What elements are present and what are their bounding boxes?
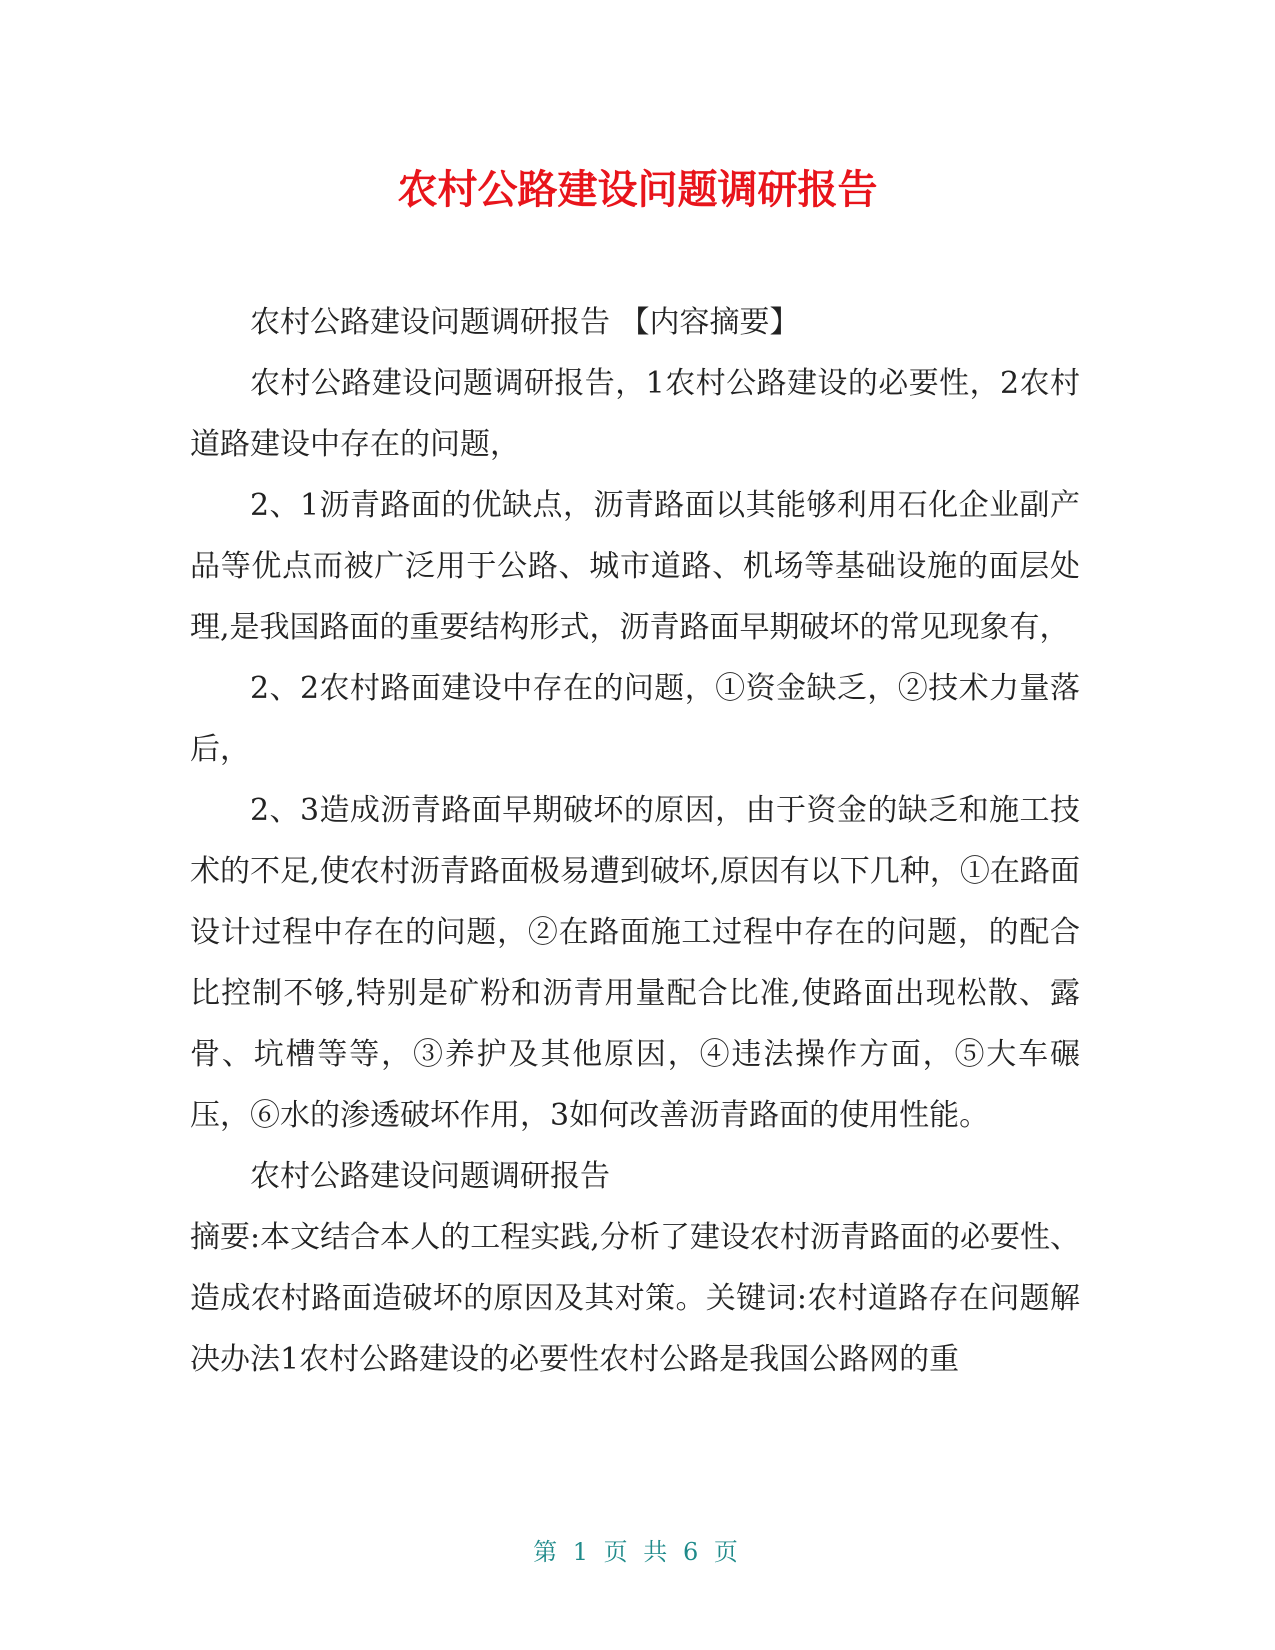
paragraph-outline-2-2: 2、2农村路面建设中存在的问题，①资金缺乏，②技术力量落后， [190, 671, 1080, 767]
document-title: 农村公路建设问题调研报告 [397, 167, 878, 213]
page-number-footer: 第 1 页 共 6 页 [533, 1538, 742, 1566]
paragraph-abstract: 摘要:本文结合本人的工程实践,分析了建设农村沥青路面的必要性、造成农村路面造破坏的原因及其对策。关键词:农村道路存在问题解决办法1农村公路建设的必要性农村公路是我国公路网的重 [190, 1220, 1080, 1377]
document-body [190, 292, 1080, 1390]
paragraph-abstract-heading: 农村公路建设问题调研报告 【内容摘要】 [250, 305, 800, 340]
paragraph-outline-2-1: 2、1沥青路面的优缺点，沥青路面以其能够利用石化企业副产品等优点而被广泛用于公路、城市道路、机场等基础设施的面层处理,是我国路面的重要结构形式，沥青路面早期破坏的常见现象有， [190, 488, 1080, 645]
paragraph-outline-1: 农村公路建设问题调研报告，1农村公路建设的必要性，2农村道路建设中存在的问题， [190, 366, 1080, 462]
paragraph-outline-2-3: 2、3造成沥青路面早期破坏的原因，由于资金的缺乏和施工技术的不足,使农村沥青路面极易遭到破坏,原因有以下几种，①在路面设计过程中存在的问题，②在路面施工过程中存在的问题，的配合比控制不够,特别是矿粉和沥青用量配合比准,使路面出现松散、露骨、坑槽等等，③养护及其他原因，④违法操作方面，⑤大车碾压，⑥水的渗透破坏作用，3如何改善沥青路面的使用性能。 [190, 793, 1080, 1133]
paragraph-report-heading: 农村公路建设问题调研报告 [250, 1159, 610, 1194]
